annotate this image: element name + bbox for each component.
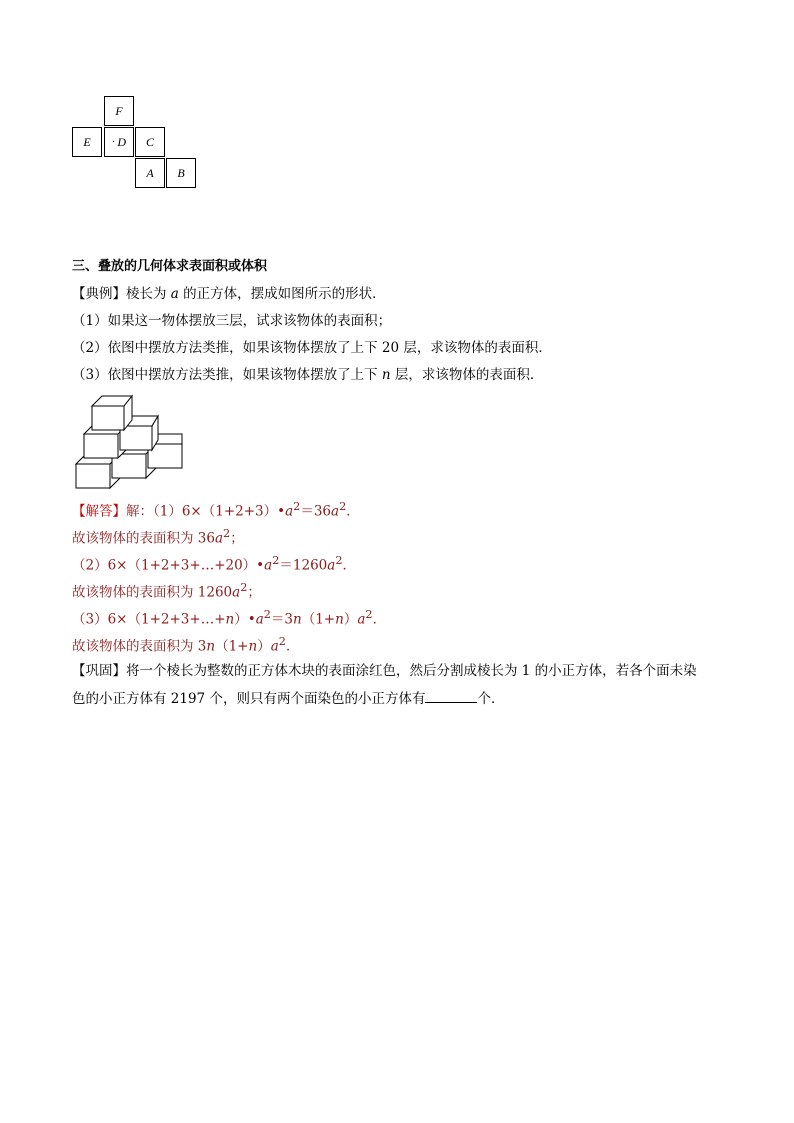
solution-tag: 【解答】 bbox=[72, 503, 126, 520]
solution-text: ． bbox=[346, 503, 360, 520]
solution-text: （3）6×（1+2+3+…+ bbox=[72, 611, 226, 628]
solution-line-2 bbox=[72, 524, 244, 549]
var-a: a bbox=[214, 530, 224, 547]
example-tag: 【典例】 bbox=[72, 286, 126, 302]
net-face-c bbox=[135, 127, 165, 157]
net-face-f bbox=[104, 96, 134, 126]
answer-blank[interactable] bbox=[425, 688, 477, 703]
var-a: a bbox=[232, 584, 241, 601]
stacked-cubes-figure bbox=[72, 392, 186, 490]
consolidate-text: 将一个棱长为整数的正方体木块的表面涂红色，然后分割成棱长为 1 的小正方体，若各个面未染 bbox=[126, 663, 697, 679]
question-text: （2）依图中摆放方法类推，如果该物体摆放了上下 20 层，求该物体的表面积． bbox=[72, 340, 552, 356]
face-label: E bbox=[83, 134, 91, 149]
net-face-e bbox=[72, 127, 102, 157]
face-label: F bbox=[115, 103, 123, 118]
solution-text: ）• bbox=[234, 611, 256, 628]
solution-text: ） bbox=[343, 611, 358, 628]
var-n: n bbox=[335, 611, 344, 628]
solution-text: 故该物体的表面积为 1260 bbox=[72, 584, 233, 601]
face-label: D bbox=[117, 134, 126, 149]
solution-line-3 bbox=[72, 551, 356, 576]
exponent: 2 bbox=[263, 608, 271, 621]
net-face-b bbox=[166, 158, 196, 188]
var-a: a bbox=[255, 611, 264, 628]
var-n: n bbox=[381, 367, 391, 383]
consolidate-line-1 bbox=[72, 661, 697, 681]
var-a: a bbox=[285, 503, 294, 520]
cube-net-figure bbox=[72, 96, 198, 192]
exponent: 2 bbox=[339, 500, 347, 513]
consolidate-tag: 【巩固】 bbox=[72, 663, 126, 679]
question-2 bbox=[72, 338, 552, 358]
var-n: n bbox=[248, 638, 258, 655]
solution-text: ＝3 bbox=[270, 611, 294, 628]
consolidate-text: 个． bbox=[477, 691, 505, 707]
solution-text: 故该物体的表面积为 3 bbox=[72, 638, 207, 655]
net-face-d bbox=[104, 127, 134, 157]
consolidate-line-2 bbox=[72, 688, 504, 709]
solution-text: ． bbox=[342, 557, 356, 574]
face-label: C bbox=[145, 134, 154, 149]
solution-text: （1+ bbox=[215, 638, 249, 655]
example-intro bbox=[72, 284, 386, 304]
solution-text: 故该物体的表面积为 36 bbox=[72, 530, 215, 547]
question-text: （1）如果这一物体摆放三层，试求该物体的表面积； bbox=[72, 313, 392, 329]
solution-line-5 bbox=[72, 605, 386, 630]
var-a: a bbox=[331, 503, 340, 520]
var-n: n bbox=[225, 611, 235, 628]
face-label: B bbox=[177, 165, 185, 180]
net-face-a bbox=[135, 158, 165, 188]
var-n: n bbox=[206, 638, 216, 655]
solution-text: ） bbox=[257, 638, 271, 655]
solution-line-4 bbox=[72, 578, 261, 603]
face-dot: · bbox=[111, 136, 116, 148]
consolidate-text: 色的小正方体有 2197 个，则只有两个面染色的小正方体有 bbox=[72, 691, 426, 707]
solution-text: ； bbox=[230, 530, 244, 547]
question-1 bbox=[72, 311, 391, 331]
section-heading bbox=[72, 257, 267, 277]
solution-text: ． bbox=[285, 638, 300, 655]
var-n: n bbox=[293, 611, 302, 628]
exponent: 2 bbox=[240, 581, 248, 594]
exponent: 2 bbox=[293, 500, 301, 513]
solution-text: ． bbox=[372, 611, 387, 628]
question-text: （3）依图中摆放方法类推，如果该物体摆放了上下 bbox=[72, 367, 382, 383]
solution-text: ； bbox=[247, 584, 261, 601]
solution-line-6 bbox=[72, 632, 299, 657]
var-a: a bbox=[264, 557, 273, 574]
solution-line-1 bbox=[72, 497, 360, 522]
face-label: A bbox=[146, 165, 154, 180]
cube bbox=[92, 396, 132, 430]
solution-text: 解：（1）6×（1+2+3）• bbox=[126, 503, 286, 520]
exponent: 2 bbox=[272, 554, 280, 567]
var-a: a bbox=[327, 557, 336, 574]
solution-text: （1+ bbox=[301, 611, 336, 628]
solution-text: ＝1260 bbox=[279, 557, 328, 574]
exponent: 2 bbox=[335, 554, 343, 567]
solution-text: （2）6×（1+2+3+…+20）• bbox=[72, 557, 265, 574]
question-3 bbox=[72, 365, 543, 385]
exponent: 2 bbox=[278, 635, 286, 648]
question-text: 层，求该物体的表面积． bbox=[390, 367, 544, 383]
var-a: a bbox=[357, 611, 366, 628]
section-heading-text: 三、叠放的几何体求表面积或体积 bbox=[72, 259, 268, 274]
var-a: a bbox=[170, 286, 179, 302]
intro-text: 棱长为 bbox=[126, 286, 171, 302]
intro-text: 的正方体，摆成如图所示的形状． bbox=[178, 286, 386, 302]
exponent: 2 bbox=[223, 527, 231, 540]
solution-text: ＝36 bbox=[300, 503, 332, 520]
exponent: 2 bbox=[365, 608, 373, 621]
var-a: a bbox=[270, 638, 279, 655]
